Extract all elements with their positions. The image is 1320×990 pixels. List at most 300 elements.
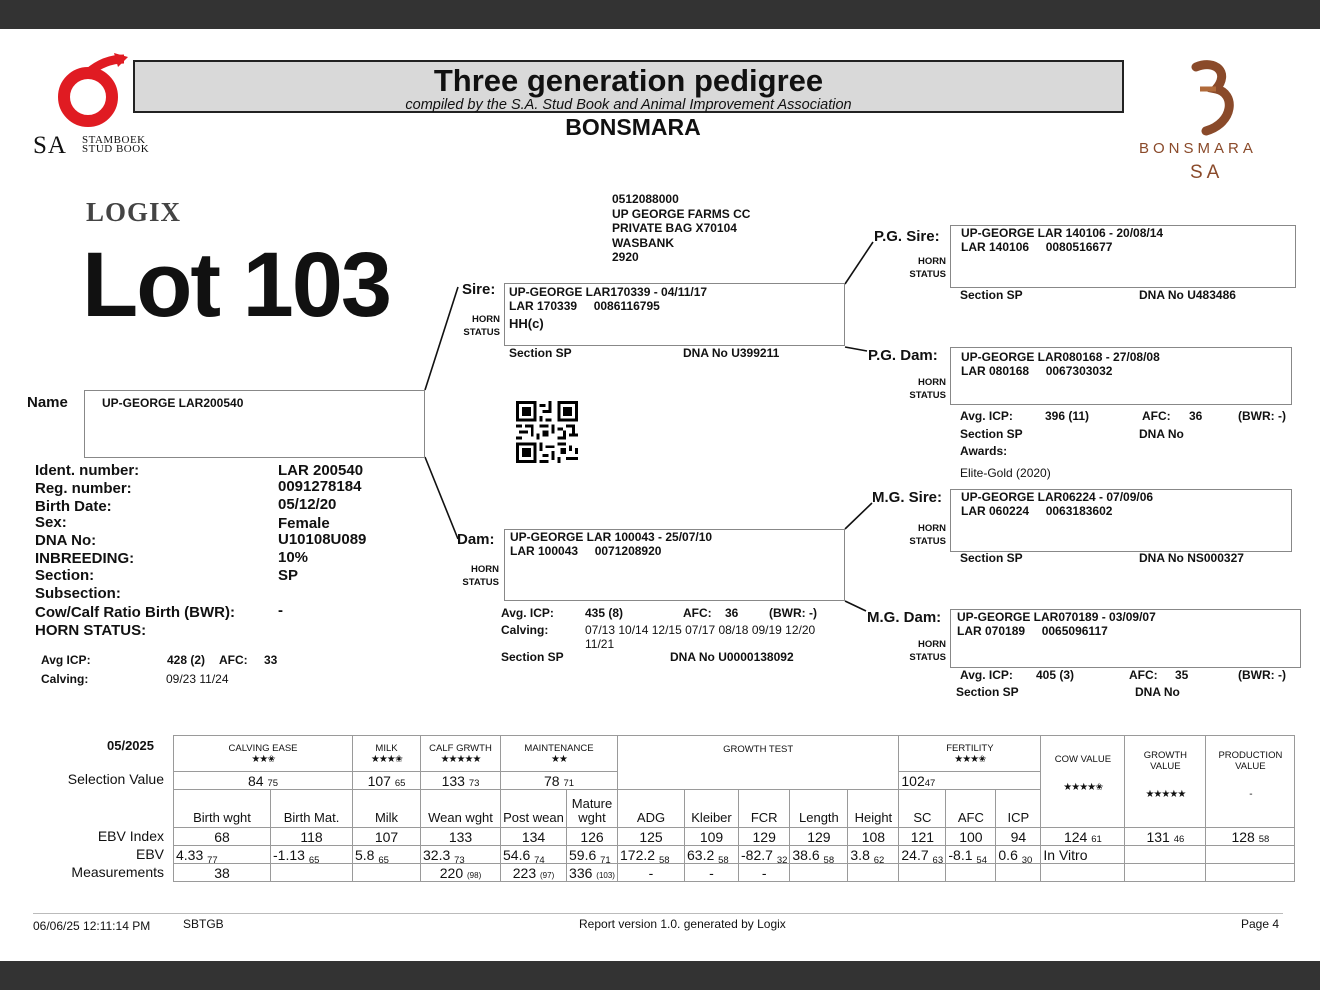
ebv-index-value: 107 — [374, 829, 399, 845]
ebv-index-value: 121 — [910, 829, 935, 845]
measurement-cell — [899, 864, 946, 882]
ebv-index-value: 125 — [639, 829, 663, 845]
trait-label: Mature wght — [571, 796, 613, 825]
footer-report: Report version 1.0. generated by Logix — [579, 917, 786, 931]
ebv-index-value: 129 — [807, 829, 831, 845]
mg-dam-label: M.G. Dam: — [867, 609, 942, 626]
pg-sire-horn-status-label — [906, 255, 946, 281]
trait-header — [567, 790, 618, 828]
sire-name: UP-GEORGE LAR170339 - 04/11/17 — [509, 285, 708, 299]
info-value: SP — [278, 567, 299, 584]
ebv-value: 172.2 — [620, 847, 656, 863]
ebv-cell — [353, 846, 421, 864]
dam-avg-icp: 435 (8) — [585, 606, 624, 620]
dam-avg-icp-label: Avg. ICP: — [501, 606, 554, 620]
ebv-index-cell — [501, 828, 567, 846]
trait-label: SC — [913, 810, 932, 825]
breeder-line: 2920 — [612, 250, 639, 264]
rating-stars-icon: ★★★✬ — [954, 753, 986, 765]
ebv-index-value: 109 — [699, 829, 724, 845]
measurement-cell — [353, 864, 421, 882]
sel-calf-growth — [421, 772, 501, 790]
meas-cow-value — [1041, 864, 1125, 882]
ebv-cell — [790, 846, 848, 864]
ebv-accuracy: 54 — [976, 855, 987, 866]
measurement-cell — [739, 864, 790, 882]
group-calf-growth — [421, 736, 501, 772]
measurement-count: (103) — [596, 871, 615, 880]
info-label: Ident. number: — [35, 462, 140, 479]
rating-stars-icon: ★★★★★ — [440, 753, 481, 765]
value: 107 — [367, 773, 391, 789]
dam-horn-status-label — [459, 563, 499, 589]
ebv-accuracy: 77 — [207, 855, 218, 866]
ebv-index-cell — [996, 828, 1041, 846]
index-cow-value — [1041, 828, 1125, 846]
trait-header — [899, 790, 946, 828]
pg-dam-horn-status-label — [906, 376, 946, 402]
pg-dam-section: Section SP — [960, 427, 1023, 441]
trait-header — [848, 790, 899, 828]
measurements-row — [174, 864, 1295, 882]
info-label: Cow/Calf Ratio Birth (BWR): — [35, 604, 235, 621]
measurement-count: (97) — [540, 871, 555, 880]
pg-dam-ident: LAR 080168 0067303032 — [961, 364, 1113, 378]
sire-box — [504, 283, 845, 346]
breeder-line: 0512088000 — [612, 192, 679, 206]
trait-header — [501, 790, 567, 828]
ebv-cell — [996, 846, 1041, 864]
info-value: 05/12/20 — [278, 496, 337, 513]
info-label: HORN STATUS: — [35, 622, 147, 639]
rating-dash: - — [1249, 789, 1252, 800]
ebv-value: 24.7 — [901, 847, 929, 863]
value: 124 — [1063, 829, 1088, 845]
value: In Vitro — [1043, 847, 1088, 863]
pg-dam-name: UP-GEORGE LAR080168 - 27/08/08 — [961, 350, 1160, 364]
mg-dam-section: Section SP — [956, 685, 1019, 699]
pg-dam-afc: 36 — [1189, 409, 1203, 423]
ebv-index-value: 94 — [1010, 829, 1027, 845]
sire-label: Sire: — [462, 281, 496, 298]
mg-sire-section: Section SP — [960, 551, 1023, 565]
measurement-cell — [271, 864, 353, 882]
ebv-accuracy: 58 — [658, 855, 670, 866]
animal-name-box — [84, 390, 425, 458]
accuracy: 47 — [924, 778, 936, 789]
group-fertility — [899, 736, 1041, 772]
value: 133 — [441, 773, 465, 789]
accuracy: 75 — [267, 778, 279, 789]
afc-label: AFC: — [219, 653, 248, 667]
info-label: Subsection: — [35, 585, 121, 602]
ebv-accuracy: 62 — [873, 855, 885, 866]
trait-label: Birth wght — [193, 810, 251, 825]
dam-calving-label: Calving: — [501, 623, 549, 637]
viewer-top-bar — [0, 0, 1320, 29]
trait-header — [996, 790, 1041, 828]
dam-calving-line1: 07/13 10/14 12/15 07/17 08/18 09/19 12/20 — [585, 623, 816, 637]
mg-dam-afc: 35 — [1175, 668, 1189, 682]
ebv-index-value: 129 — [752, 829, 776, 845]
rating-stars-icon: ★★★✬ — [370, 753, 403, 765]
ebv-cell — [618, 846, 685, 864]
lot-number: Lot 103 — [82, 234, 391, 336]
ebv-value: 59.6 — [569, 847, 597, 863]
ebv-index-cell — [685, 828, 739, 846]
ebv-accuracy: 65 — [308, 855, 320, 866]
sel-fertility — [899, 772, 1041, 790]
ebv-index-value: 68 — [214, 829, 230, 845]
sa-logo-line1: STAMBOEK — [82, 134, 146, 146]
viewer-bottom-bar — [0, 961, 1320, 990]
avg-icp-label: Avg ICP: — [41, 653, 91, 667]
mg-sire-ident: LAR 060224 0063183602 — [961, 504, 1113, 518]
pg-dam-afc-label: AFC: — [1142, 409, 1171, 423]
status-label: STATUS — [462, 577, 499, 588]
accuracy: 46 — [1173, 834, 1185, 845]
ebv-label: EBV — [135, 846, 164, 862]
ebv-production-value — [1206, 846, 1295, 864]
index-growth-value — [1125, 828, 1206, 846]
measurement-value: - — [761, 865, 767, 881]
measurement-value: 220 — [439, 865, 464, 881]
name-label: Name — [27, 394, 68, 411]
dam-label: Dam: — [457, 531, 495, 548]
dam-ident: LAR 100043 0071208920 — [510, 544, 662, 558]
pg-sire-section: Section SP — [960, 288, 1023, 302]
trait-label: ADG — [636, 810, 666, 825]
group-maintenance — [501, 736, 618, 772]
pg-sire-dna: DNA No U483486 — [1139, 288, 1236, 302]
rating-stars-icon: ★★ — [551, 753, 567, 765]
measurement-cell — [501, 864, 567, 882]
dam-name: UP-GEORGE LAR 100043 - 25/07/10 — [510, 530, 713, 544]
ebv-growth-value — [1125, 846, 1206, 864]
measurement-value: 38 — [214, 865, 230, 881]
pg-sire-label: P.G. Sire: — [874, 228, 940, 245]
rating-stars-icon: ★★★★✬ — [1063, 782, 1103, 793]
sa-logo-text: SA — [33, 132, 67, 159]
info-label: Reg. number: — [35, 480, 132, 497]
group-growth-test — [618, 736, 899, 790]
measurement-cell — [790, 864, 848, 882]
animal-name: UP-GEORGE LAR200540 — [102, 396, 244, 410]
bonsmara-logo-text: BONSMARA — [1139, 140, 1257, 157]
ebv-accuracy: 74 — [534, 855, 545, 866]
mg-sire-label: M.G. Sire: — [872, 489, 943, 506]
dam-calving-line2: 11/21 — [585, 637, 615, 651]
value: 78 — [543, 773, 560, 789]
ebv-index-value: 118 — [300, 829, 323, 845]
group-label: COW VALUE — [1054, 754, 1112, 765]
measurements-label: Measurements — [71, 864, 164, 880]
ebv-value: -1.13 — [273, 847, 305, 863]
ebv-index-label: EBV Index — [97, 828, 164, 844]
ebv-cell — [421, 846, 501, 864]
ebv-index-cell — [899, 828, 946, 846]
sa-logo-line2: STUD BOOK — [82, 143, 150, 155]
trait-label: Post wean — [503, 810, 564, 825]
trait-label: Height — [854, 810, 893, 825]
footer-divider — [33, 913, 1283, 914]
mg-dam-afc-label: AFC: — [1129, 668, 1158, 682]
bonsmara-logo-sa: SA — [1190, 162, 1224, 183]
accuracy: 61 — [1091, 834, 1102, 845]
page-title: Three generation pedigree — [433, 63, 824, 98]
group-label: GROWTH TEST — [723, 744, 794, 755]
mg-dam-ident: LAR 070189 0065096117 — [957, 624, 1108, 638]
group-label: MAINTENANCE — [524, 742, 594, 754]
trait-label: FCR — [750, 810, 778, 825]
mg-sire-name: UP-GEORGE LAR06224 - 07/09/06 — [961, 490, 1154, 504]
status-label: STATUS — [909, 269, 946, 280]
trait-label: Milk — [374, 810, 399, 825]
info-label: DNA No: — [35, 532, 97, 549]
calving-value: 09/23 11/24 — [166, 672, 229, 686]
info-value: 10% — [278, 549, 309, 566]
trait-header — [271, 790, 353, 828]
ebv-accuracy: 58 — [718, 855, 729, 866]
pg-sire-name: UP-GEORGE LAR 140106 - 20/08/14 — [961, 226, 1164, 240]
info-value: - — [278, 602, 283, 619]
trait-header — [174, 790, 271, 828]
footer-page: Page 4 — [1241, 917, 1280, 931]
afc-value: 33 — [264, 653, 278, 667]
measurement-cell — [685, 864, 739, 882]
measurement-cell — [848, 864, 899, 882]
ebv-cell — [848, 846, 899, 864]
info-value: U10108U089 — [278, 531, 367, 548]
ebv-index-cell — [946, 828, 996, 846]
dam-bwr: (BWR: -) — [769, 606, 817, 620]
measurement-value: - — [648, 865, 654, 881]
trait-header — [618, 790, 685, 828]
pg-dam-dna: DNA No — [1139, 427, 1184, 441]
ebv-cell — [739, 846, 790, 864]
ebv-cell — [899, 846, 946, 864]
mg-sire-dna: DNA No NS000327 — [1139, 551, 1244, 565]
ebv-cell — [946, 846, 996, 864]
accuracy: 58 — [1258, 834, 1270, 845]
value: 84 — [247, 773, 264, 789]
page-subtitle: compiled by the S.A. Stud Book and Animal Improvement Association — [405, 97, 852, 113]
mg-dam-horn-status-label — [906, 638, 946, 664]
status-label: STATUS — [909, 390, 946, 401]
status-label: STATUS — [463, 327, 500, 338]
ebv-index-cell — [353, 828, 421, 846]
ebv-index-row — [174, 828, 1295, 846]
mg-sire-box — [950, 489, 1292, 552]
group-label: GROWTH VALUE — [1143, 750, 1188, 772]
footer-datetime: 06/06/25 12:11:14 PM — [33, 919, 151, 933]
ebv-cell — [501, 846, 567, 864]
mg-dam-box — [950, 609, 1301, 668]
info-label: Section: — [35, 567, 95, 584]
ebv-cow-value — [1041, 846, 1125, 864]
ebv-index-cell — [790, 828, 848, 846]
ebv-index-cell — [739, 828, 790, 846]
ebv-accuracy: 65 — [378, 855, 389, 866]
pg-dam-bwr: (BWR: -) — [1238, 409, 1286, 423]
pg-sire-ident: LAR 140106 0080516677 — [961, 240, 1113, 254]
sel-milk — [353, 772, 421, 790]
ebv-date: 05/2025 — [107, 738, 154, 753]
footer-user: SBTGB — [183, 917, 224, 931]
qr-code-icon — [515, 401, 579, 463]
sire-ident: LAR 170339 0086116795 — [509, 299, 660, 313]
status-label: STATUS — [909, 652, 946, 663]
horn-label: HORN — [918, 639, 946, 650]
info-value: Female — [278, 515, 330, 532]
group-label: CALVING EASE — [228, 742, 298, 754]
ebv-index-cell — [271, 828, 353, 846]
breeder-line: WASBANK — [612, 235, 674, 250]
mg-sire-horn-status-label — [906, 522, 946, 548]
ebv-index-value: 100 — [959, 829, 983, 845]
dam-section: Section SP — [501, 650, 564, 664]
value: 102 — [901, 773, 925, 789]
pg-dam-label: P.G. Dam: — [868, 347, 938, 364]
sire-horn-status-label — [460, 313, 500, 339]
breeder-line: UP GEORGE FARMS CC — [612, 206, 751, 221]
horn-label: HORN — [471, 564, 499, 575]
ebv-cell — [271, 846, 353, 864]
ebv-value: -8.1 — [948, 847, 973, 863]
pg-dam-avg-icp-label: Avg. ICP: — [960, 409, 1013, 423]
ebv-cell — [685, 846, 739, 864]
mg-dam-name: UP-GEORGE LAR070189 - 03/09/07 — [957, 610, 1156, 624]
measurement-count: (98) — [467, 871, 482, 880]
info-label: INBREEDING: — [35, 550, 135, 567]
ebv-cell — [174, 846, 271, 864]
horn-label: HORN — [918, 523, 946, 534]
ebv-index-cell — [421, 828, 501, 846]
trait-header — [790, 790, 848, 828]
ebv-value: 5.8 — [355, 847, 375, 863]
trait-label: Wean wght — [428, 810, 493, 825]
ebv-index-cell — [848, 828, 899, 846]
dam-box — [504, 529, 845, 601]
trait-header — [739, 790, 790, 828]
trait-header — [421, 790, 501, 828]
info-label: Birth Date: — [35, 498, 112, 515]
index-production-value — [1206, 828, 1295, 846]
ebv-index-value: 126 — [580, 829, 604, 845]
ebv-accuracy: 32 — [776, 855, 788, 866]
trait-label: Birth Mat. — [283, 810, 340, 825]
dam-afc-label: AFC: — [683, 606, 712, 620]
ebv-index-value: 134 — [521, 829, 546, 845]
breed-name: BONSMARA — [565, 114, 701, 140]
horn-label: HORN — [472, 314, 500, 325]
dam-afc: 36 — [725, 606, 739, 620]
group-label: FERTILITY — [946, 742, 994, 754]
info-label: Sex: — [35, 514, 67, 531]
trait-label: AFC — [957, 810, 984, 825]
logix-logo: LOGIX — [86, 197, 182, 227]
meas-growth-value — [1125, 864, 1206, 882]
group-label: MILK — [375, 742, 398, 754]
measurement-value: - — [709, 865, 714, 881]
breeder-line: PRIVATE BAG X70104 — [612, 221, 737, 235]
measurement-cell — [421, 864, 501, 882]
accuracy: 73 — [468, 778, 480, 789]
ebv-accuracy: 58 — [823, 855, 835, 866]
ebv-row — [174, 846, 1295, 864]
pg-dam-box — [950, 347, 1292, 405]
pedigree-page — [0, 29, 1320, 961]
sire-horn: HH(c) — [509, 316, 544, 331]
trait-header — [685, 790, 739, 828]
ebv-value: 3.8 — [850, 847, 870, 863]
group-calving-ease — [174, 736, 353, 772]
group-label: PRODUCTION VALUE — [1218, 750, 1283, 772]
ebv-index-value: 108 — [861, 829, 886, 845]
measurement-cell — [174, 864, 271, 882]
measurement-value: 336 — [569, 865, 593, 881]
meas-production-value — [1206, 864, 1295, 882]
ebv-accuracy: 63 — [932, 855, 944, 866]
trait-label: Kleiber — [691, 810, 732, 825]
sel-maintenance — [501, 772, 618, 790]
calving-label: Calving: — [41, 672, 89, 686]
pg-dam-awards: Elite-Gold (2020) — [960, 466, 1051, 480]
measurement-cell — [996, 864, 1041, 882]
info-value: LAR 200540 — [278, 462, 364, 479]
ebv-table — [173, 735, 1295, 882]
rating-stars-icon: ★★✬ — [251, 753, 275, 765]
ebv-index-value: 133 — [448, 829, 473, 845]
sire-section: Section SP — [509, 346, 572, 360]
selection-value-label: Selection Value — [67, 771, 164, 787]
ebv-accuracy: 30 — [1021, 855, 1033, 866]
pg-sire-box — [950, 225, 1296, 288]
mg-dam-dna: DNA No — [1135, 685, 1180, 699]
accuracy: 71 — [563, 778, 575, 789]
sire-dna: DNA No U399211 — [683, 346, 780, 360]
pg-dam-avg-icp: 396 (11) — [1045, 409, 1090, 423]
measurement-cell — [618, 864, 685, 882]
accuracy: 65 — [394, 778, 406, 789]
ebv-value: 4.33 — [176, 847, 204, 863]
ebv-index-cell — [174, 828, 271, 846]
pg-dam-awards-label: Awards: — [960, 444, 1008, 458]
measurement-cell — [946, 864, 996, 882]
ebv-value: 32.3 — [423, 847, 451, 863]
horn-label: HORN — [918, 256, 946, 267]
mg-dam-avg-icp-label: Avg. ICP: — [960, 668, 1013, 682]
sel-calving-ease — [174, 772, 353, 790]
ebv-index-cell — [618, 828, 685, 846]
horn-label: HORN — [918, 377, 946, 388]
group-production-value — [1206, 736, 1295, 828]
ebv-accuracy: 71 — [600, 855, 611, 866]
group-cow-value — [1041, 736, 1125, 828]
ebv-accuracy: 73 — [454, 855, 465, 866]
value: 131 — [1146, 829, 1170, 845]
measurement-cell — [567, 864, 618, 882]
mg-dam-avg-icp: 405 (3) — [1036, 668, 1075, 682]
status-label: STATUS — [909, 536, 946, 547]
ebv-cell — [567, 846, 618, 864]
value: 128 — [1231, 829, 1255, 845]
trait-label: Length — [799, 810, 839, 825]
ebv-value: 38.6 — [792, 847, 820, 863]
dam-dna: DNA No U0000138092 — [670, 650, 794, 664]
rating-stars-icon: ★★★★★ — [1145, 789, 1186, 800]
measurement-value: 223 — [512, 865, 537, 881]
